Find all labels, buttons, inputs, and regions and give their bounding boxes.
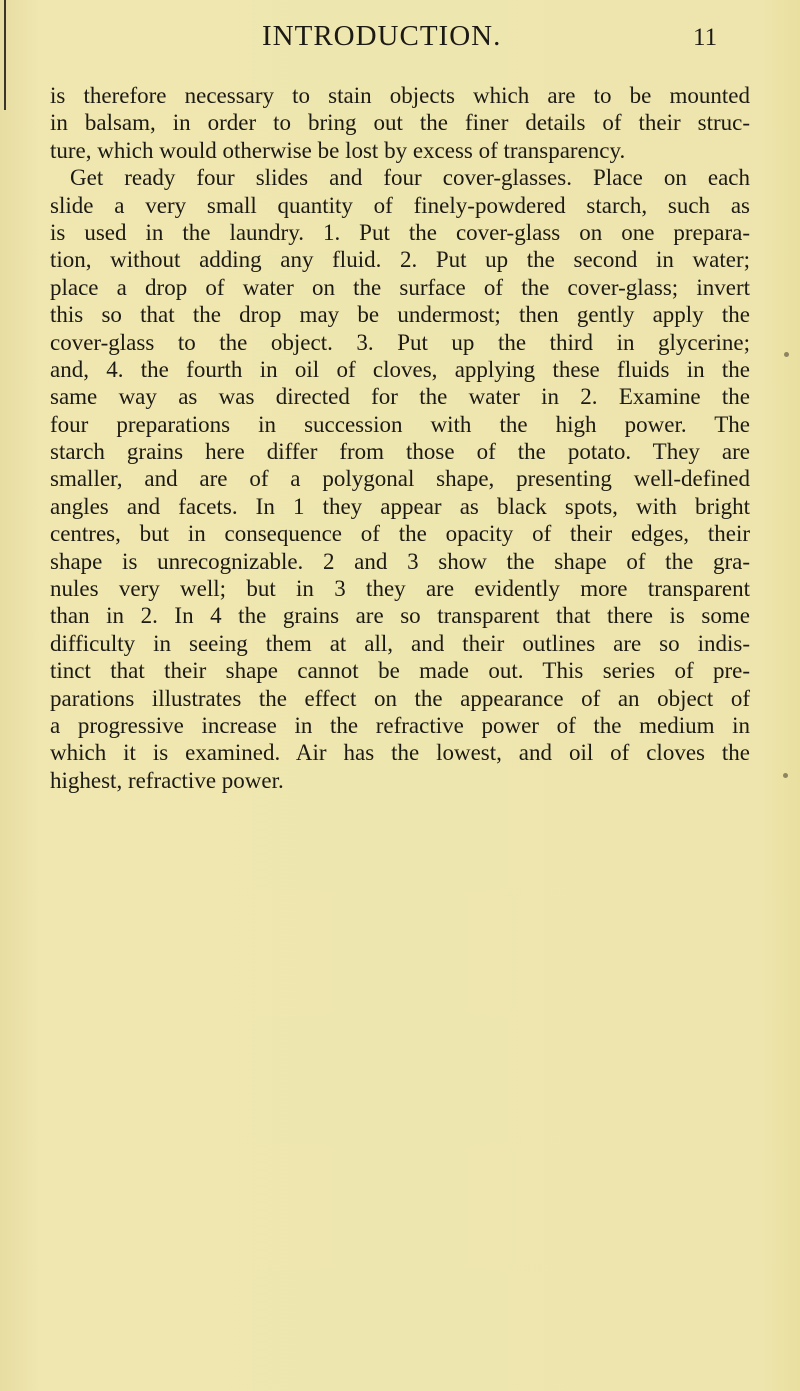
paper-speck xyxy=(784,352,789,357)
text-line: in balsam, in order to bring out the finer details of their struc- xyxy=(50,110,750,136)
text-line: difficulty in seeing them at all, and their outlines are so indis- xyxy=(50,630,750,656)
text-line: smaller, and are of a polygonal shape, presenting well-defined xyxy=(50,466,750,492)
text-line: centres, but in consequence of the opacity of their edges, their xyxy=(50,521,750,547)
text-line: Get ready four slides and four cover-glasses. Place on each xyxy=(70,165,750,191)
text-line: same way as was directed for the water in 2. Examine the xyxy=(50,384,750,410)
text-line: highest, refractive power. xyxy=(50,767,284,793)
text-line: starch grains here differ from those of the potato. They are xyxy=(50,439,750,465)
paper-speck xyxy=(783,773,788,778)
text-line: parations illustrates the effect on the appearance of an object of xyxy=(50,685,750,711)
body-text xyxy=(50,82,750,794)
text-line: cover-glass to the object. 3. Put up the third in glycerine; xyxy=(50,329,750,355)
text-line: four preparations in succession with the high power. The xyxy=(50,411,750,437)
text-line: angles and facets. In 1 they appear as black spots, with bright xyxy=(50,493,750,519)
text-line: is therefore necessary to stain objects which are to be mounted xyxy=(50,83,750,108)
text-line: than in 2. In 4 the grains are so transparent that there is some xyxy=(50,603,750,629)
running-title: INTRODUCTION. xyxy=(262,20,502,52)
text-line: which it is examined. Air has the lowest, and oil of cloves the xyxy=(50,740,750,766)
page-header xyxy=(0,20,800,60)
text-line: this so that the drop may be undermost; then gently apply the xyxy=(50,302,750,328)
text-line: shape is unrecognizable. 2 and 3 show the shape of the gra- xyxy=(50,548,750,574)
text-line: nules very well; but in 3 they are evidently more transparent xyxy=(50,576,750,602)
page-number: 11 xyxy=(693,24,718,51)
text-line: place a drop of water on the surface of the cover-glass; invert xyxy=(50,274,750,300)
text-line: ture, which would otherwise be lost by excess of transparency. xyxy=(50,137,626,163)
text-line: is used in the laundry. 1. Put the cover-glass on one prepara- xyxy=(50,219,750,245)
text-line: tinct that their shape cannot be made out. This series of pre- xyxy=(50,658,750,684)
text-line: slide a very small quantity of finely-powdered starch, such as xyxy=(50,192,750,218)
text-line: tion, without adding any fluid. 2. Put up the second in water; xyxy=(50,247,750,273)
text-line: and, 4. the fourth in oil of cloves, applying these fluids in the xyxy=(50,356,750,382)
text-line: a progressive increase in the refractive power of the medium in xyxy=(50,712,750,738)
